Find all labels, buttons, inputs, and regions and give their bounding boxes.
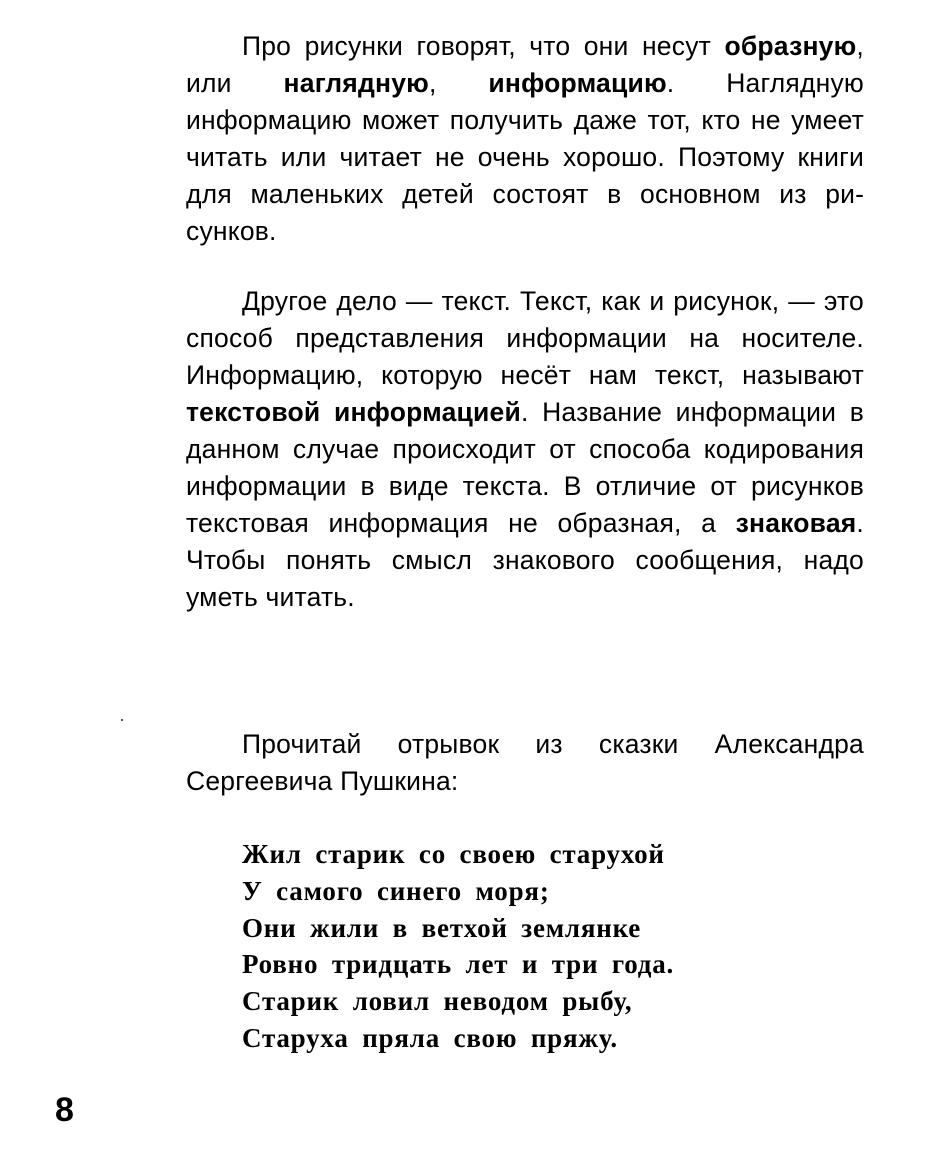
page-number: 8 — [55, 1091, 74, 1129]
paragraph-text-info — [186, 283, 864, 616]
verse-line: Старуха пряла свою пряжу. — [242, 1022, 618, 1053]
verse-line: Старик ловил неводом рыбу, — [242, 986, 633, 1017]
verse-line: У самого синего моря; — [242, 875, 550, 906]
verse-line: Ровно тридцать лет и три года. — [242, 949, 675, 980]
text-segment: Другое дело — текст. Текст, как и рисунок, — это способ представления информации на носителе. Информацию, которую несёт нам текст, называют — [186, 286, 864, 390]
text-segment: Прочитай отрывок из сказки Александра Сергеевича Пушкина: — [186, 729, 864, 796]
verse-line: Жил старик со своею старухой — [242, 839, 665, 869]
paragraph-images-info — [186, 28, 864, 250]
print-speck — [121, 719, 123, 721]
text-segment: , или — [186, 31, 864, 98]
term-informatsiya: информацию — [488, 68, 667, 98]
term-textovaya-informatsiya: текстовой информацией — [186, 397, 521, 427]
verse-line: Они жили в ветхой землянке — [242, 912, 642, 943]
text-segment: . Название информации в данном случае происходит от способа кодирования информации в виде текста. В отличие от рисунков текстовая информация не образная, а — [186, 397, 864, 538]
text-segment: Про рисунки говорят, что они несут — [242, 31, 725, 61]
text-segment: . Чтобы понять смысл знакового сообщения, надо уметь читать. — [186, 508, 864, 612]
text-segment: . Наглядную информацию может получить даже тот, кто не умеет читать или читает не очень хорошо. Поэтому книги для маленьких детей состоят в основном из рисунков. — [186, 68, 865, 246]
pushkin-verse-excerpt — [242, 836, 674, 1057]
term-naglyadnaya: наглядную — [283, 68, 429, 98]
term-obraznaya: образную — [724, 31, 857, 61]
text-segment: , — [428, 68, 489, 98]
paragraph-task-prompt — [186, 726, 864, 800]
term-znakovaya: знаковая — [735, 508, 857, 538]
